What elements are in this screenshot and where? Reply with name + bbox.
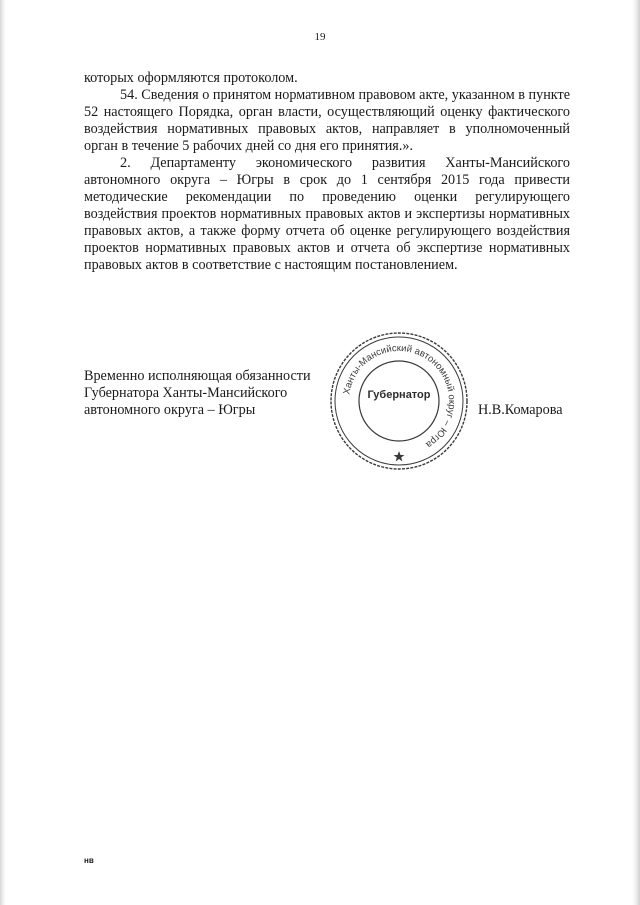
footer-code: нв	[84, 856, 94, 865]
page-number: 19	[314, 31, 326, 43]
signatory-title-line: автономного округа – Югры	[84, 402, 256, 418]
signatory-title	[84, 368, 344, 419]
signatory-name: Н.В.Комарова	[478, 402, 563, 418]
paragraph-item-54: 54. Сведения о принятом нормативном правовом акте, указанном в пункте 52 настоящего Порядка, орган власти, осуществляющий оценку фактического воздействия нормативных правовых актов, направляет в уполномоченный орган в течение 5 рабочих дней со дня его принятия.».	[84, 87, 570, 154]
seal-second-ring	[335, 337, 463, 465]
document-body	[84, 70, 570, 274]
seal-center-text: Губернатор	[367, 389, 431, 401]
paragraph-item-2: 2. Департаменту экономического развития Ханты-Мансийского автономного округа – Югры в срок до 1 сентября 2015 года привести методические рекомендации по проведению оценки регулирующего воздействия проектов нормативных правовых актов и экспертизы нормативных правовых актов, а также форму отчета об оценке регулирующего воздействия проектов нормативных правовых актов и отчета об экспертизе нормативных правовых актов в соответствие с настоящим постановлением.	[84, 155, 570, 273]
signatory-title-line: Временно исполняющая обязанности	[84, 368, 311, 384]
scan-edge-left	[0, 0, 6, 905]
paragraph-continuation: которых оформляются протоколом.	[84, 70, 298, 86]
seal-star-icon	[394, 451, 405, 462]
signatory-title-line: Губернатора Ханты-Мансийского	[84, 385, 288, 401]
seal-inner-ring	[359, 361, 439, 441]
scan-edge-right	[632, 0, 640, 905]
seal-ring-text: Ханты-Мансийский автономный округ – Югра	[341, 342, 458, 451]
governor-seal-stamp	[328, 330, 470, 472]
